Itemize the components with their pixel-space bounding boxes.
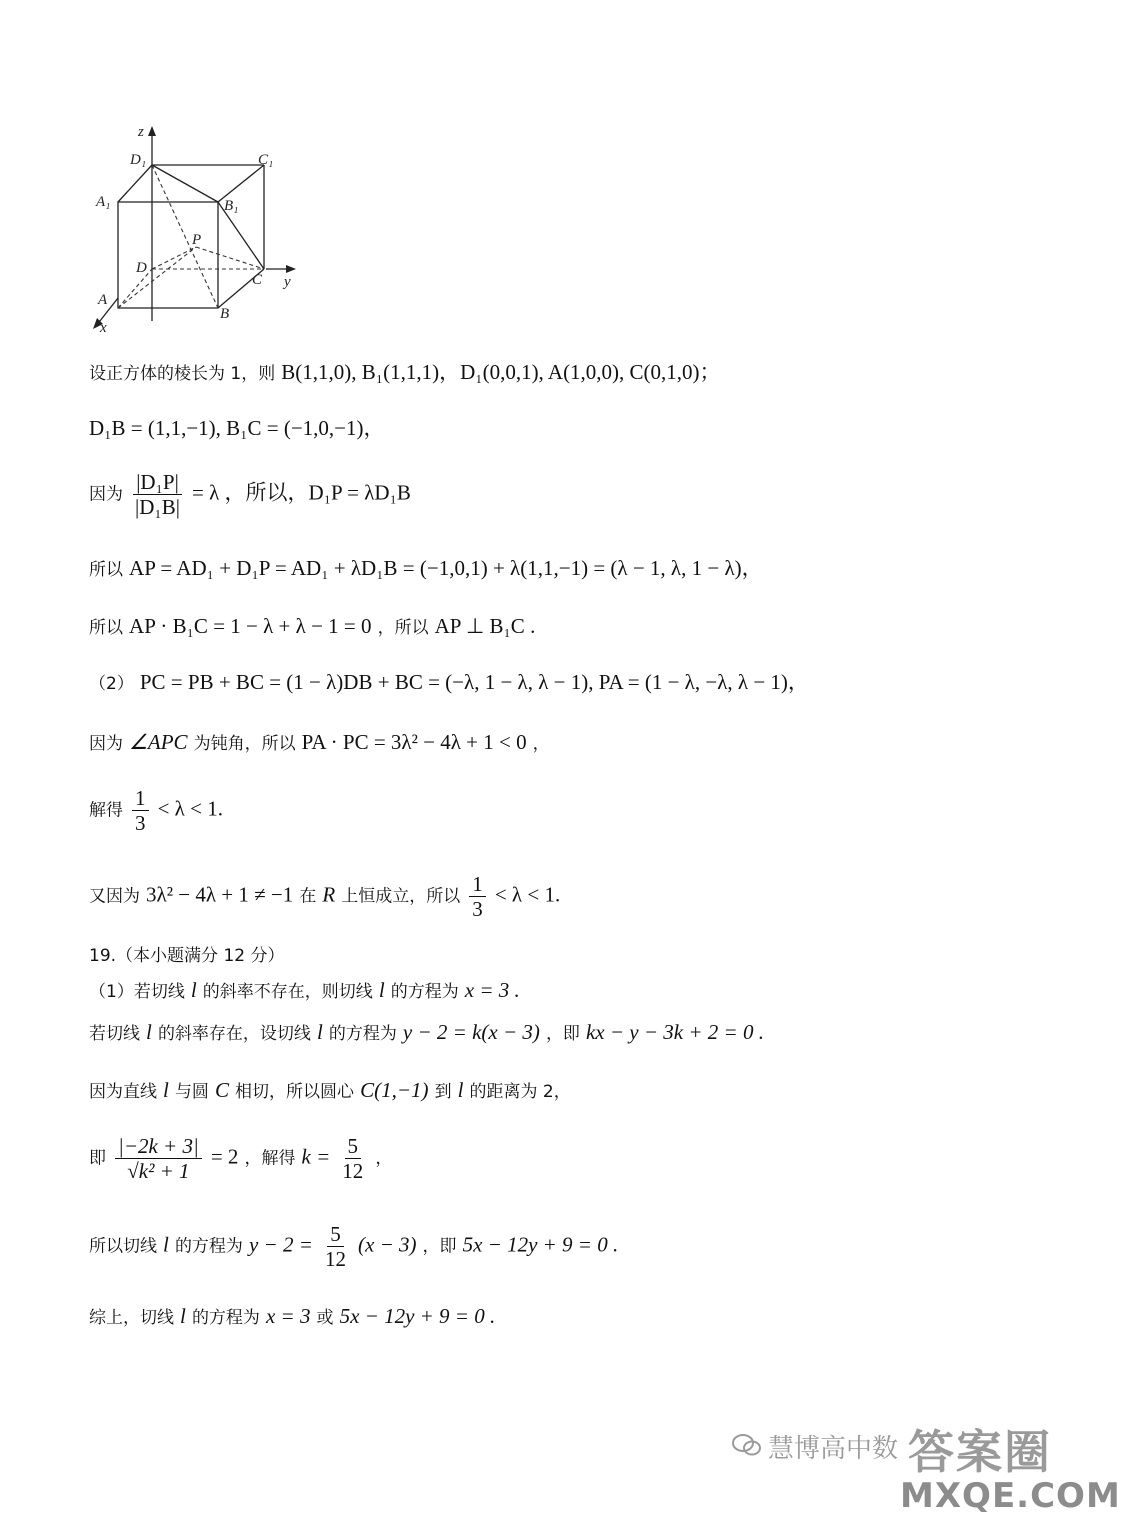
cube-figure [88, 118, 318, 338]
watermark [728, 1424, 1121, 1527]
watermark-logo: 答案圈 [908, 1425, 1052, 1479]
wechat-icon [732, 1432, 762, 1458]
label-a1: A₁ [96, 194, 111, 210]
line-vectors: D₁B = (1,1,−1), B₁C = (−1,0,−1)， [89, 416, 385, 440]
line-part2-vectors: （2） PC = PB + BC = (1 − λ)DB + BC = (−λ, 1 − λ, λ − 1), PA = (1 − λ, −λ, λ − 1)， [89, 670, 809, 694]
label-b: B [220, 306, 230, 322]
line-slope-exists: 若切线 l 的斜率存在，设切线 l 的方程为 y − 2 = k(x − 3) ，即 kx − y − 3k + 2 = 0 . [89, 1020, 764, 1044]
line-ratio: 因为 $\frac{\text{|D₁P|}}{\text{|D₁B|}}$ = λ ，所以，D₁P = λD₁B [89, 470, 411, 520]
label-a: A [98, 292, 108, 308]
question-19-heading: 19.（本小题满分 12 分） [89, 946, 285, 966]
label-c1: C₁ [258, 152, 274, 168]
label-p: P [192, 232, 202, 248]
label-c: C [252, 272, 263, 288]
line-conclusion-range: 又因为 3λ² − 4λ + 1 ≠ −1 在 R 上恒成立，所以 $\frac{1}{3}$ < λ < 1. [89, 872, 561, 922]
line-tangent-condition: 因为直线 l 与圆 C 相切，所以圆心 C(1,−1) 到 l 的距离为 2， [89, 1078, 571, 1102]
line-dot-product: 所以 AP · B₁C = 1 − λ + λ − 1 = 0 ，所以 AP ⊥ B₁C . [89, 614, 536, 638]
label-x: x [100, 320, 107, 336]
line-tangent-equation: 所以切线 l 的方程为 y − 2 = $\frac{5}{12}$ (x − 3) ，即 5x − 12y + 9 = 0 . [89, 1222, 619, 1272]
label-b1: B₁ [224, 198, 239, 214]
label-z: z [138, 124, 144, 140]
watermark-url: MXQE.COM [900, 1476, 1121, 1516]
line-obtuse-angle: 因为 ∠APC 为钝角，所以 PA · PC = 3λ² − 4λ + 1 < 0 ， [89, 730, 550, 754]
watermark-source: 慧博高中数 [768, 1434, 899, 1464]
label-y: y [284, 274, 291, 290]
line-slope-undefined: （1）若切线 l 的斜率不存在，则切线 l 的方程为 x = 3 . [89, 978, 520, 1002]
label-d1: D₁ [130, 152, 147, 168]
line-distance-equation: 即 $\frac{|-2k + 3|}{\text{√k² + 1}}$ = 2 ，解得 k = $\frac{5}{12}$ ， [89, 1134, 393, 1184]
line-ap-vector: 所以 AP = AD₁ + D₁P = AD₁ + λD₁B = (−1,0,1) + λ(1,1,−1) = (λ − 1, λ, 1 − λ)， [89, 556, 763, 580]
line-solution-range: 解得 $\frac{1}{3}$ < λ < 1. [89, 786, 223, 836]
ratio-fraction: $\frac{\text{|D₁P|}}{\text{|D₁B|}}$ [135, 470, 180, 520]
line-coordinates: 设正方体的棱长为 1，则 B(1,1,0), B₁(1,1,1)，D₁(0,0,1), A(1,0,0), C(0,1,0)； [89, 360, 721, 384]
label-d: D [136, 260, 147, 276]
line-summary: 综上，切线 l 的方程为 x = 3 或 5x − 12y + 9 = 0 . [89, 1304, 496, 1328]
